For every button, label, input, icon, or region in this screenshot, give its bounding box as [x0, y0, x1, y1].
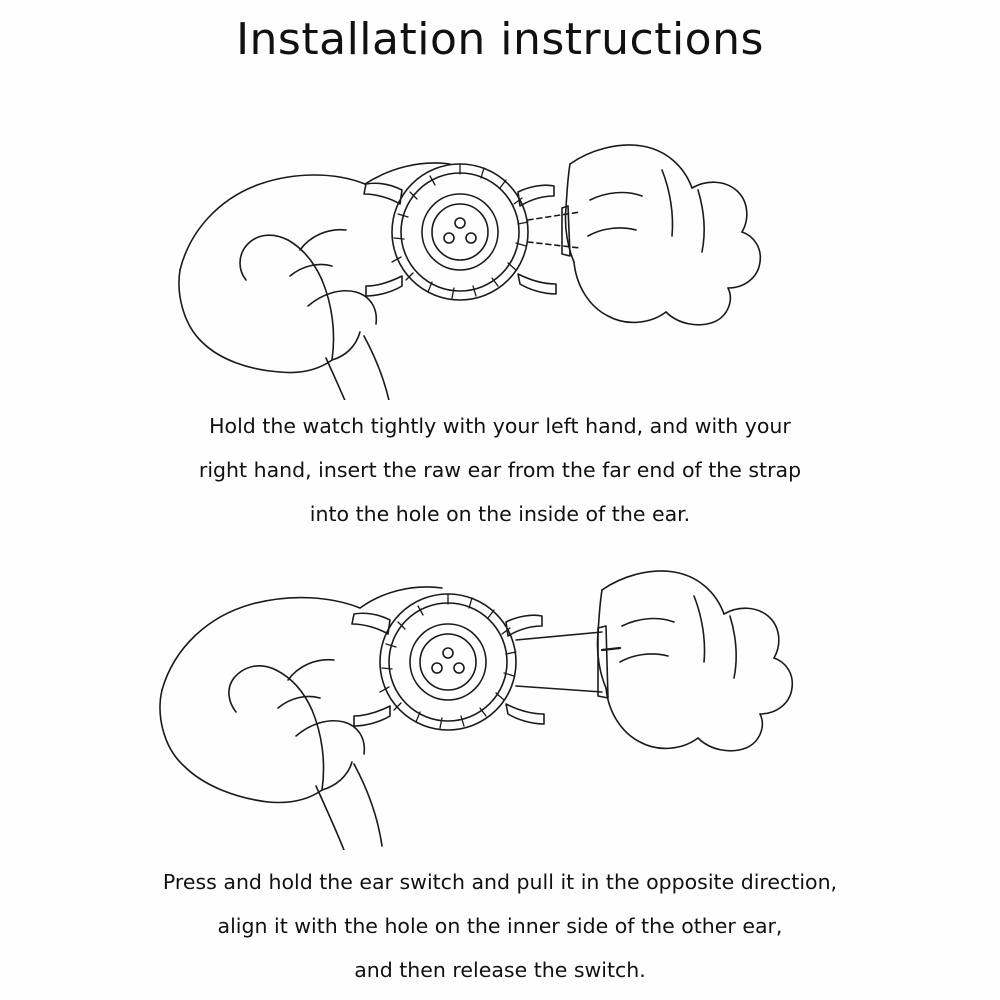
watch-sensor-ring	[422, 194, 498, 270]
quick-release-switch	[602, 648, 620, 650]
lug-bottom-right	[506, 704, 544, 724]
caption-line: and then release the switch.	[354, 958, 646, 982]
watch-case-inner	[401, 173, 519, 291]
lug-bottom-left	[366, 276, 402, 296]
illustration-step-2	[0, 520, 1000, 840]
watch-case-inner	[389, 603, 507, 721]
sensor-dot-left	[432, 663, 442, 673]
strap-attached	[516, 626, 620, 698]
lug-top-right	[506, 615, 542, 636]
caption-line: Press and hold the ear switch and pull it in the opposite direction,	[162, 870, 838, 894]
watch-sensor-area	[420, 634, 476, 690]
lug-top-right	[518, 185, 554, 206]
caption-step-2	[120, 860, 880, 992]
illustration-step-1	[0, 80, 1000, 400]
sensor-dot-right	[454, 663, 464, 673]
caption-line: into the hole on the inside of the ear.	[309, 502, 691, 526]
watch-bezel	[392, 164, 528, 300]
watch-bezel	[380, 594, 516, 730]
lug-top-left	[352, 613, 390, 634]
lug-bottom-left	[354, 706, 390, 726]
sensor-dot-right	[466, 233, 476, 243]
right-hand-outline	[597, 571, 792, 751]
watch-case	[380, 594, 516, 730]
sensor-dot-top	[455, 218, 465, 228]
strap-being-inserted	[528, 206, 580, 256]
sensor-dot-top	[443, 648, 453, 658]
index-finger-pointing	[326, 336, 392, 400]
caption-line: Hold the watch tightly with your left hand, and with your	[209, 414, 791, 438]
lug-bottom-right	[518, 274, 556, 294]
caption-step-1	[120, 404, 880, 536]
caption-line: right hand, insert the raw ear from the far end of the strap	[198, 458, 802, 482]
right-hand-outline	[565, 145, 760, 325]
left-hand-outline	[179, 163, 450, 373]
watch-sensor-area	[432, 204, 488, 260]
instruction-step-2	[0, 520, 1000, 992]
watch-sensor-ring	[410, 624, 486, 700]
pointing-fingers	[316, 764, 382, 850]
caption-line: align it with the hole on the inner side of the other ear,	[217, 914, 783, 938]
instruction-step-1	[0, 80, 1000, 536]
page-title: Installation instructions	[236, 14, 764, 65]
left-fingers-group	[290, 230, 346, 276]
sensor-dot-left	[444, 233, 454, 243]
lug-top-left	[364, 183, 402, 204]
watch-case	[392, 164, 528, 300]
